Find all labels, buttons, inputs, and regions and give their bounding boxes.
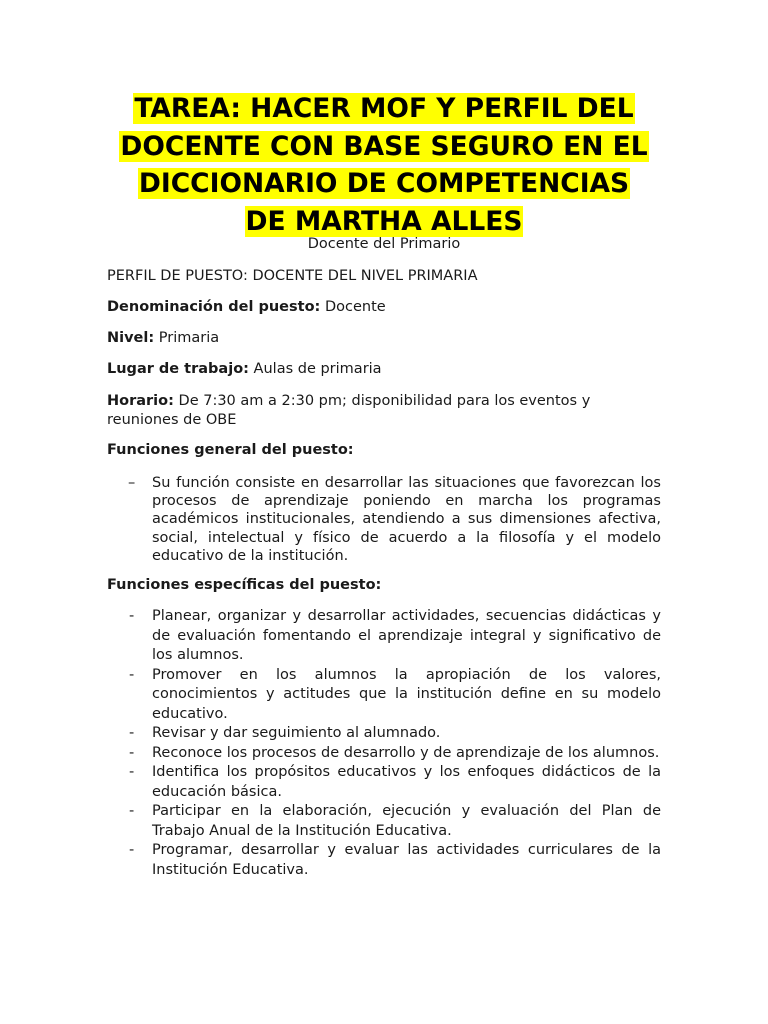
list-item-text: Su función consiste en desarrollar las situaciones que favorezcan los procesos de aprendizaje poniendo en marcha los programas académicos institucionales, atendiendo a sus dimensiones afectiva, social, intelectual y físico de acuerdo a la filosofía y el modelo educativo de la institución.: [152, 475, 661, 564]
title-line-4: DE MARTHA ALLES: [245, 205, 523, 237]
specific-functions-heading: Funciones específicas del puesto:: [107, 577, 382, 593]
list-item: [107, 841, 661, 880]
bullet: –: [128, 475, 136, 491]
field-label: Nivel:: [107, 330, 155, 346]
list-item: [107, 744, 661, 764]
title-line-2: DOCENTE CON BASE SEGURO EN EL: [120, 130, 648, 162]
field-nivel: [107, 329, 661, 348]
bullet: -: [129, 744, 135, 761]
field-label: Lugar de trabajo:: [107, 361, 249, 377]
field-value: De 7:30 am a 2:30 pm; disponibilidad para los eventos y reuniones de OBE: [107, 393, 591, 428]
list-item-text: Identifica los propósitos educativos y los enfoques didácticos de la educación básica.: [152, 764, 661, 800]
list-item-text: Revisar y dar seguimiento al alumnado.: [152, 725, 441, 741]
document-title: [107, 90, 661, 240]
title-line-3: DICCIONARIO DE COMPETENCIAS: [138, 168, 630, 199]
field-value: Aulas de primaria: [248, 361, 382, 377]
field-value: Docente: [320, 299, 386, 315]
general-functions-list: [107, 474, 661, 565]
specific-functions-list: [107, 607, 661, 880]
field-horario: [107, 392, 661, 429]
bullet: -: [129, 803, 135, 819]
list-item-text: Planear, organizar y desarrollar actividades, secuencias didácticas y de evaluación fomentando el aprendizaje integral y significativo de los alumnos.: [152, 608, 661, 663]
document-page: [107, 90, 661, 878]
bullet: -: [129, 842, 135, 858]
list-item: [107, 763, 661, 802]
bullet: -: [129, 666, 135, 683]
list-item-text: Reconoce los procesos de desarrollo y de aprendizaje de los alumnos.: [152, 744, 660, 761]
list-item-text: Programar, desarrollar y evaluar las actividades curriculares de la Institución Educativa.: [152, 842, 661, 878]
list-item: [107, 666, 661, 725]
bullet: -: [129, 725, 135, 741]
bullet: -: [129, 608, 135, 624]
field-value: Primaria: [154, 330, 220, 346]
bullet: -: [129, 764, 135, 780]
list-item-text: Participar en la elaboración, ejecución y evaluación del Plan de Trabajo Anual de la Institución Educativa.: [152, 803, 661, 839]
profile-heading: PERFIL DE PUESTO: DOCENTE DEL NIVEL PRIMARIA: [107, 268, 478, 284]
general-functions-heading: Funciones general del puesto:: [107, 442, 354, 458]
field-label: Denominación del puesto:: [107, 299, 321, 315]
field-lugar: [107, 360, 661, 379]
list-item: [107, 607, 661, 666]
document-subtitle: Docente del Primario: [307, 236, 461, 252]
title-line-1: TAREA: HACER MOF Y PERFIL DEL: [134, 93, 634, 124]
list-item: [107, 802, 661, 841]
field-denominacion: [107, 298, 661, 317]
field-label: Horario:: [107, 393, 174, 409]
list-item: [107, 474, 661, 565]
list-item-text: Promover en los alumnos la apropiación de los valores, conocimientos y actitudes que la institución define en su modelo educativo.: [152, 666, 661, 722]
list-item: [107, 724, 661, 744]
